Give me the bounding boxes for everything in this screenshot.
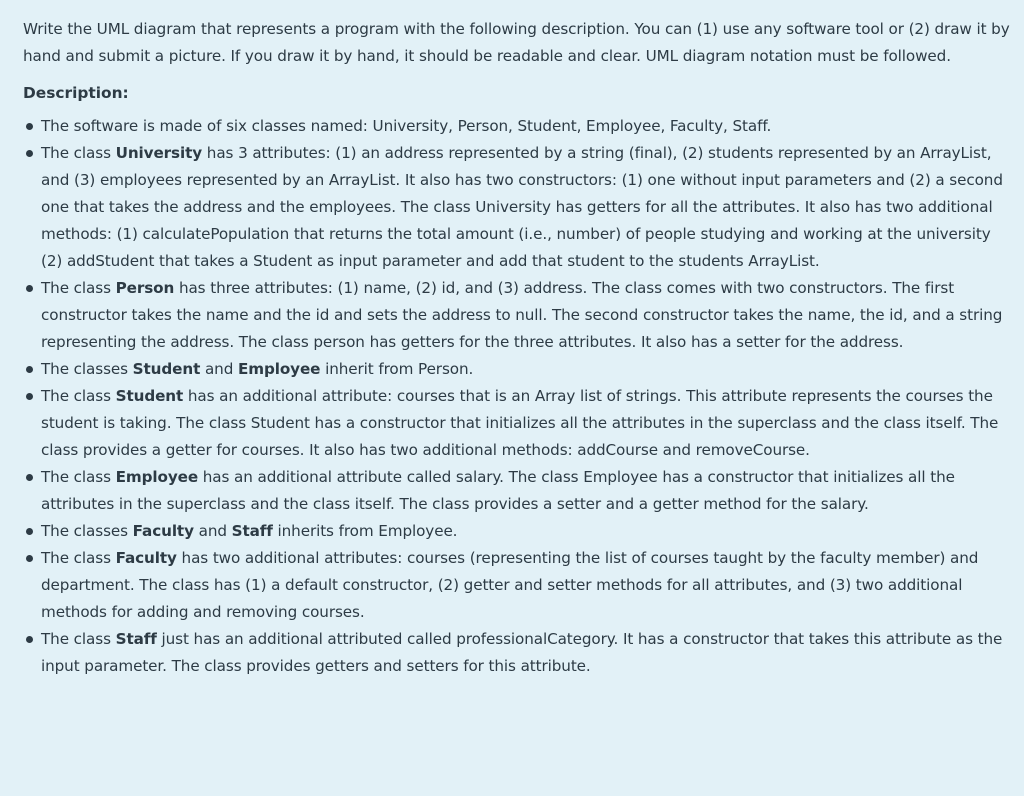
list-item-text: has an additional attribute: courses that is an Array list of strings. This attribute represents the courses the student is taking. The class Student has a constructor that initializes all the attributes in the superclass and the class itself. The class provides a getter for courses. It also has two additional methods: addCourse and removeCourse.	[41, 387, 999, 459]
class-name-faculty: Faculty	[115, 549, 177, 567]
list-item-text: just has an additional attributed called professionalCategory. It has a constructor that takes this attribute as the input parameter. The class provides getters and setters for this attribute.	[41, 630, 1003, 675]
list-item-text: and	[200, 360, 238, 378]
class-name-student: Student	[115, 387, 184, 405]
class-name-person: Person	[115, 279, 175, 297]
list-item-text: The software is made of six classes named: University, Person, Student, Employee, Faculty, Staff.	[41, 117, 772, 135]
bullet-icon	[26, 150, 33, 157]
bullet-icon	[26, 636, 33, 643]
class-name-employee: Employee	[115, 468, 199, 486]
bullet-icon	[26, 366, 33, 373]
bullet-icon	[26, 285, 33, 292]
list-item-text: The class	[41, 468, 116, 486]
class-name-university: University	[115, 144, 203, 162]
list-item	[23, 545, 1014, 626]
list-item-text: The class	[41, 387, 116, 405]
instructions-text: Write the UML diagram that represents a program with the following description. You can (1) use any software tool or (2) draw it by hand and submit a picture. If you draw it by hand, it should be readable and clear. UML diagram notation must be followed.	[23, 20, 1010, 65]
list-item-text: has an additional attribute called salary. The class Employee has a constructor that initializes all the attributes in the superclass and the class itself. The class provides a setter and a getter method for the salary.	[41, 468, 955, 513]
bullet-icon	[26, 555, 33, 562]
list-item-text: The class	[41, 630, 116, 648]
bullet-icon	[26, 393, 33, 400]
list-item-text: The class	[41, 144, 116, 162]
list-item	[23, 140, 1014, 275]
list-item	[23, 275, 1014, 356]
class-name-faculty: Faculty	[132, 522, 194, 540]
list-item	[23, 464, 1014, 518]
description-list	[23, 113, 1014, 680]
list-item	[23, 518, 1014, 545]
list-item-text: inherit from Person.	[320, 360, 474, 378]
bullet-icon	[26, 123, 33, 130]
list-item-text: The classes	[41, 360, 133, 378]
list-item-text: The class	[41, 549, 116, 567]
list-item-text: and	[193, 522, 232, 540]
list-item	[23, 113, 1014, 140]
class-name-staff: Staff	[115, 630, 157, 648]
list-item	[23, 356, 1014, 383]
list-item	[23, 626, 1014, 680]
list-item-text: has two additional attributes: courses (representing the list of courses taught by the faculty member) and department. The class has (1) a default constructor, (2) getter and setter methods for all attributes, and (3) two additional methods for adding and removing courses.	[41, 549, 979, 621]
description-heading: Description:	[23, 84, 129, 102]
bullet-icon	[26, 474, 33, 481]
class-name-student: Student	[132, 360, 201, 378]
list-item-text: has 3 attributes: (1) an address represented by a string (final), (2) students represented by an ArrayList, and (3) employees represented by an ArrayList. It also has two constructors: (1) one without input parameters and (2) a second one that takes the address and the employees. The class University has getters for all the attributes. It also has two additional methods: (1) calculatePopulation that returns the total amount (i.e., number) of people studying and working at the university (2) addStudent that takes a Student as input parameter and add that student to the students ArrayList.	[41, 144, 1003, 270]
list-item	[23, 383, 1014, 464]
class-name-employee: Employee	[237, 360, 321, 378]
list-item-text: inherits from Employee.	[272, 522, 458, 540]
list-item-text: The class	[41, 279, 116, 297]
class-name-staff: Staff	[231, 522, 273, 540]
list-item-text: The classes	[41, 522, 133, 540]
bullet-icon	[26, 528, 33, 535]
list-item-text: has three attributes: (1) name, (2) id, and (3) address. The class comes with two constructors. The first constructor takes the name and the id and sets the address to null. The second constructor takes the name, the id, and a string representing the address. The class person has getters for the three attributes. It also has a setter for the address.	[41, 279, 1003, 351]
